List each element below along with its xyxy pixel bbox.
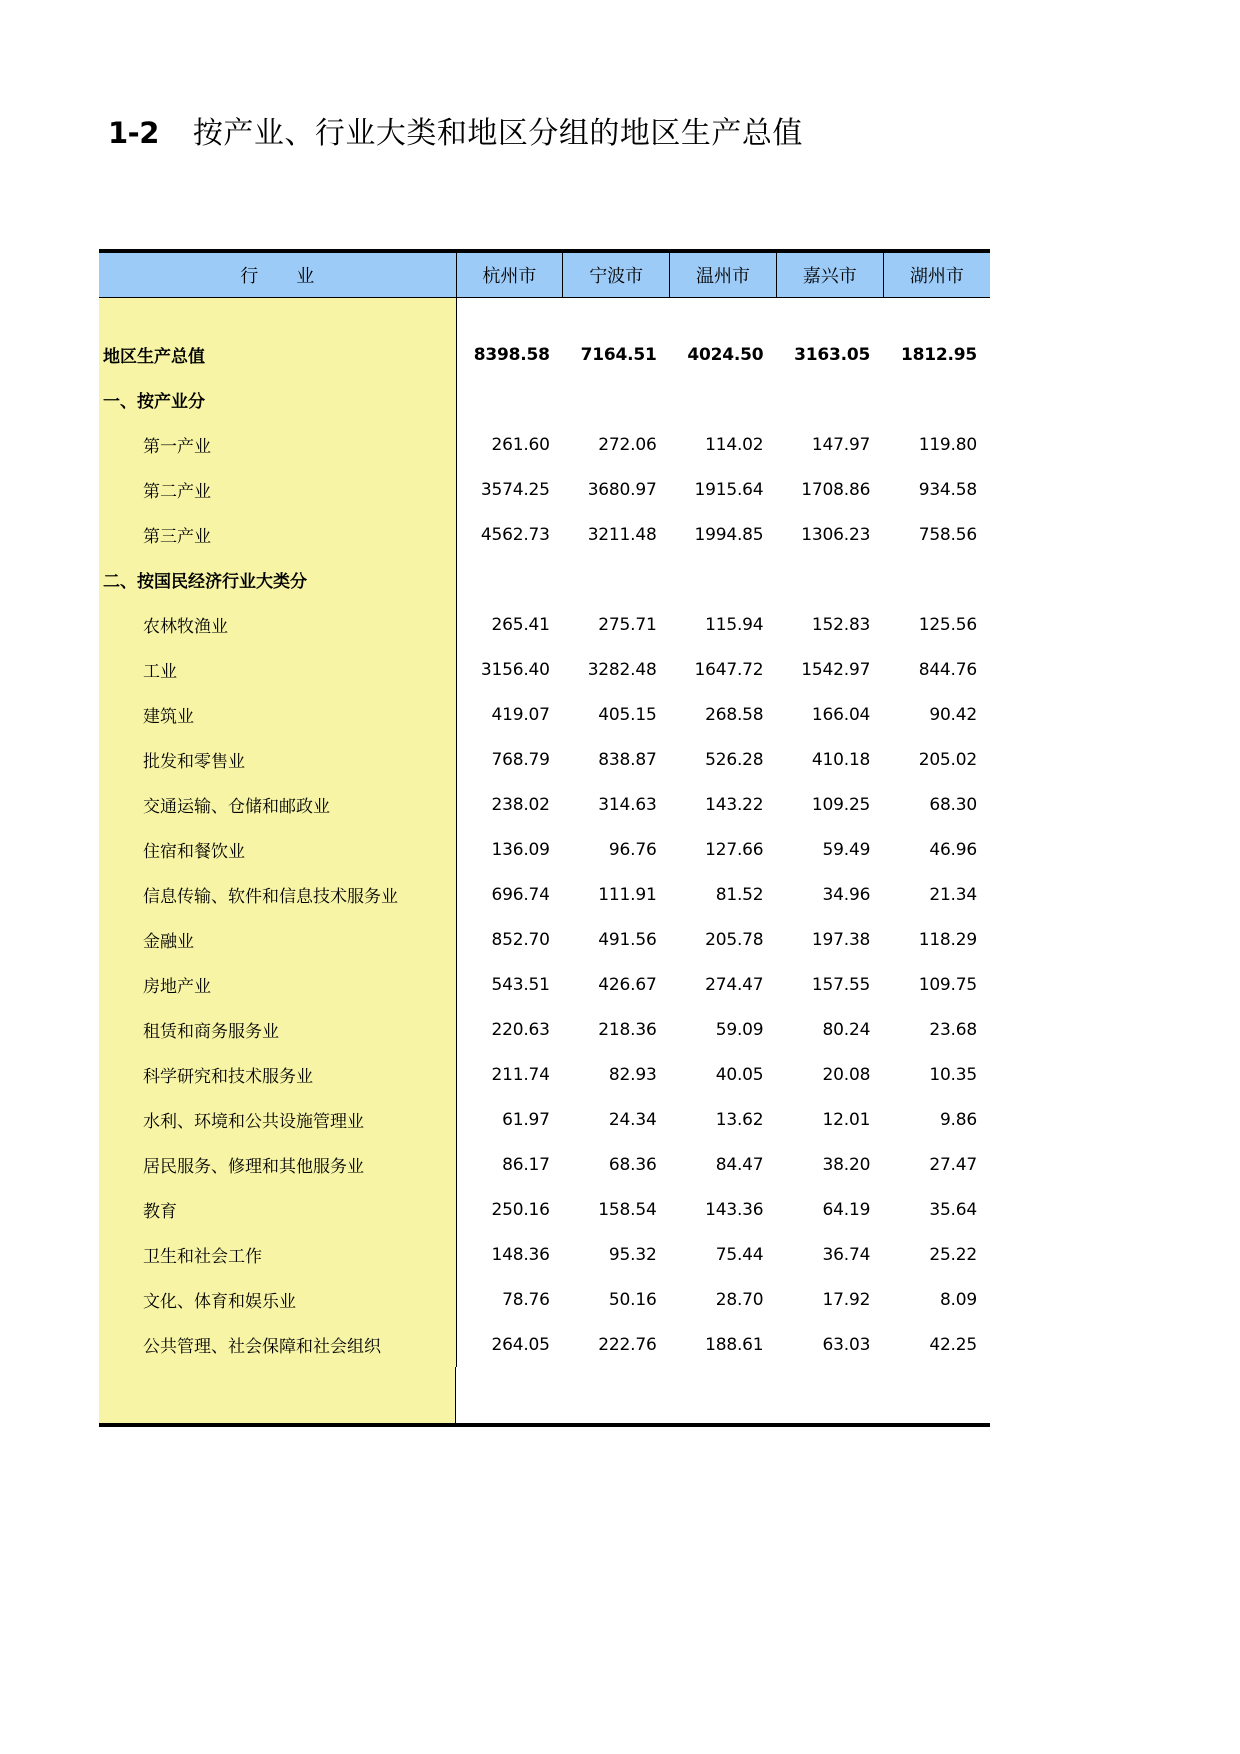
row-value-cell: 34.96 [776, 872, 883, 917]
spacer-data-cell [883, 298, 990, 333]
row-label: 教育 [143, 1202, 177, 1222]
row-value-cell: 46.96 [883, 827, 990, 872]
table-row [99, 1322, 990, 1367]
row-value-cell: 148.36 [456, 1232, 563, 1277]
row-label: 农林牧渔业 [143, 617, 228, 637]
row-label-cell [99, 917, 456, 962]
row-value-cell: 17.92 [776, 1277, 883, 1322]
table-row [99, 422, 990, 467]
row-value-cell: 405.15 [563, 692, 670, 737]
title-text: 按产业、行业大类和地区分组的地区生产总值 [192, 116, 803, 151]
table-row [99, 1097, 990, 1142]
row-label: 第三产业 [143, 527, 211, 547]
row-value-cell: 78.76 [456, 1277, 563, 1322]
row-value-cell [456, 557, 563, 602]
row-label: 交通运输、仓储和邮政业 [143, 797, 330, 817]
row-value-cell [883, 377, 990, 422]
row-label: 文化、体育和娱乐业 [143, 1292, 296, 1312]
row-label: 第一产业 [143, 437, 211, 457]
row-value-cell: 264.05 [456, 1322, 563, 1367]
row-value-cell: 80.24 [776, 1007, 883, 1052]
row-value-cell [670, 557, 777, 602]
table-row [99, 377, 990, 422]
row-value-cell: 109.25 [776, 782, 883, 827]
row-value-cell: 13.62 [670, 1097, 777, 1142]
row-label-cell [99, 1007, 456, 1052]
row-value-cell: 143.22 [670, 782, 777, 827]
row-value-cell: 1915.64 [670, 467, 777, 512]
column-header-jiaxing: 嘉兴市 [776, 251, 883, 298]
table-row [99, 602, 990, 647]
row-label: 批发和零售业 [143, 752, 245, 772]
row-label-cell [99, 1052, 456, 1097]
row-value-cell [776, 377, 883, 422]
table-row [99, 962, 990, 1007]
row-label: 工业 [143, 662, 177, 682]
row-value-cell: 24.34 [563, 1097, 670, 1142]
row-value-cell: 111.91 [563, 872, 670, 917]
table-row [99, 782, 990, 827]
row-value-cell [563, 557, 670, 602]
table-row [99, 1142, 990, 1187]
row-value-cell: 250.16 [456, 1187, 563, 1232]
row-value-cell: 143.36 [670, 1187, 777, 1232]
row-value-cell: 265.41 [456, 602, 563, 647]
row-value-cell: 220.63 [456, 1007, 563, 1052]
row-value-cell: 4562.73 [456, 512, 563, 557]
row-value-cell: 63.03 [776, 1322, 883, 1367]
row-value-cell: 23.68 [883, 1007, 990, 1052]
row-label: 地区生产总值 [103, 347, 205, 367]
row-value-cell: 68.30 [883, 782, 990, 827]
table-row [99, 692, 990, 737]
row-value-cell: 274.47 [670, 962, 777, 1007]
row-label: 房地产业 [143, 977, 211, 997]
row-value-cell: 86.17 [456, 1142, 563, 1187]
row-value-cell: 28.70 [670, 1277, 777, 1322]
row-label: 科学研究和技术服务业 [143, 1067, 313, 1087]
row-label-cell [99, 962, 456, 1007]
row-label: 公共管理、社会保障和社会组织 [143, 1337, 381, 1357]
row-label: 二、按国民经济行业大类分 [103, 572, 307, 592]
row-label-cell [99, 332, 456, 377]
row-value-cell: 82.93 [563, 1052, 670, 1097]
row-label-cell [99, 872, 456, 917]
table-row [99, 512, 990, 557]
row-label: 卫生和社会工作 [143, 1247, 262, 1267]
row-label-cell [99, 512, 456, 557]
row-value-cell: 90.42 [883, 692, 990, 737]
row-label: 一、按产业分 [103, 392, 205, 412]
row-value-cell: 9.86 [883, 1097, 990, 1142]
row-value-cell: 59.49 [776, 827, 883, 872]
row-value-cell: 543.51 [456, 962, 563, 1007]
row-value-cell: 852.70 [456, 917, 563, 962]
row-label-cell [99, 1142, 456, 1187]
row-label: 居民服务、修理和其他服务业 [143, 1157, 364, 1177]
row-value-cell: 158.54 [563, 1187, 670, 1232]
row-label-cell [99, 602, 456, 647]
row-value-cell: 1994.85 [670, 512, 777, 557]
row-value-cell: 4024.50 [670, 332, 777, 377]
table-tail-label-fill [99, 1367, 456, 1423]
row-value-cell: 838.87 [563, 737, 670, 782]
table-row [99, 1187, 990, 1232]
row-value-cell: 119.80 [883, 422, 990, 467]
row-value-cell: 114.02 [670, 422, 777, 467]
row-value-cell: 261.60 [456, 422, 563, 467]
row-value-cell: 96.76 [563, 827, 670, 872]
row-label: 信息传输、软件和信息技术服务业 [143, 887, 398, 907]
row-value-cell: 205.78 [670, 917, 777, 962]
row-value-cell [883, 557, 990, 602]
table-row [99, 917, 990, 962]
table-row [99, 827, 990, 872]
row-value-cell: 8.09 [883, 1277, 990, 1322]
row-label-cell [99, 1322, 456, 1367]
row-value-cell: 50.16 [563, 1277, 670, 1322]
page-title [108, 108, 1108, 152]
row-value-cell: 934.58 [883, 467, 990, 512]
row-value-cell [563, 377, 670, 422]
row-value-cell: 696.74 [456, 872, 563, 917]
row-value-cell: 35.64 [883, 1187, 990, 1232]
table-header [99, 251, 990, 298]
row-value-cell: 84.47 [670, 1142, 777, 1187]
row-value-cell: 125.56 [883, 602, 990, 647]
row-value-cell: 8398.58 [456, 332, 563, 377]
row-value-cell: 38.20 [776, 1142, 883, 1187]
row-value-cell: 95.32 [563, 1232, 670, 1277]
spacer-data-cell [456, 298, 563, 333]
row-value-cell: 1542.97 [776, 647, 883, 692]
row-value-cell: 68.36 [563, 1142, 670, 1187]
row-value-cell [670, 377, 777, 422]
row-label: 金融业 [143, 932, 194, 952]
table-row [99, 647, 990, 692]
row-value-cell: 59.09 [670, 1007, 777, 1052]
spacer-data-cell [563, 298, 670, 333]
row-value-cell: 275.71 [563, 602, 670, 647]
row-value-cell: 10.35 [883, 1052, 990, 1097]
row-value-cell: 314.63 [563, 782, 670, 827]
row-value-cell: 20.08 [776, 1052, 883, 1097]
row-label: 建筑业 [143, 707, 194, 727]
row-label-cell [99, 1097, 456, 1142]
row-value-cell: 491.56 [563, 917, 670, 962]
row-value-cell: 410.18 [776, 737, 883, 782]
row-label-cell [99, 422, 456, 467]
row-value-cell [456, 377, 563, 422]
row-label-cell [99, 782, 456, 827]
row-value-cell: 238.02 [456, 782, 563, 827]
row-value-cell: 64.19 [776, 1187, 883, 1232]
gdp-table [99, 249, 990, 1367]
spacer-data-cell [776, 298, 883, 333]
row-value-cell [776, 557, 883, 602]
row-value-cell: 526.28 [670, 737, 777, 782]
row-value-cell: 426.67 [563, 962, 670, 1007]
row-value-cell: 127.66 [670, 827, 777, 872]
column-header-industry-label: 行 业 [240, 266, 325, 287]
gdp-table-container [99, 249, 990, 1427]
table-row [99, 557, 990, 602]
row-value-cell: 272.06 [563, 422, 670, 467]
row-value-cell: 1708.86 [776, 467, 883, 512]
row-value-cell: 1306.23 [776, 512, 883, 557]
row-value-cell: 3163.05 [776, 332, 883, 377]
table-body [99, 298, 990, 1368]
table-row [99, 1232, 990, 1277]
row-value-cell: 7164.51 [563, 332, 670, 377]
row-value-cell: 844.76 [883, 647, 990, 692]
row-value-cell: 157.55 [776, 962, 883, 1007]
table-row [99, 872, 990, 917]
row-value-cell: 21.34 [883, 872, 990, 917]
row-value-cell: 218.36 [563, 1007, 670, 1052]
column-header-huzhou: 湖州市 [883, 251, 990, 298]
row-value-cell: 27.47 [883, 1142, 990, 1187]
row-value-cell: 758.56 [883, 512, 990, 557]
row-value-cell: 205.02 [883, 737, 990, 782]
row-value-cell: 1812.95 [883, 332, 990, 377]
table-row [99, 1052, 990, 1097]
table-row [99, 1277, 990, 1322]
row-label: 租赁和商务服务业 [143, 1022, 279, 1042]
row-value-cell: 81.52 [670, 872, 777, 917]
row-value-cell: 197.38 [776, 917, 883, 962]
row-label: 水利、环境和公共设施管理业 [143, 1112, 364, 1132]
column-header-ningbo: 宁波市 [563, 251, 670, 298]
row-value-cell: 147.97 [776, 422, 883, 467]
row-label-cell [99, 377, 456, 422]
row-value-cell: 42.25 [883, 1322, 990, 1367]
row-value-cell: 1647.72 [670, 647, 777, 692]
row-value-cell: 268.58 [670, 692, 777, 737]
row-label-cell [99, 737, 456, 782]
row-value-cell: 36.74 [776, 1232, 883, 1277]
row-value-cell: 188.61 [670, 1322, 777, 1367]
row-value-cell: 40.05 [670, 1052, 777, 1097]
row-value-cell: 211.74 [456, 1052, 563, 1097]
table-bottom-rule [99, 1423, 990, 1427]
table-row [99, 737, 990, 782]
table-row [99, 467, 990, 512]
table-row [99, 1007, 990, 1052]
spacer-label-cell [99, 298, 456, 333]
row-label-cell [99, 692, 456, 737]
row-value-cell: 115.94 [670, 602, 777, 647]
row-value-cell: 12.01 [776, 1097, 883, 1142]
column-header-industry [99, 251, 456, 298]
row-value-cell: 419.07 [456, 692, 563, 737]
row-value-cell: 3680.97 [563, 467, 670, 512]
title-number: 1-2 [108, 116, 159, 150]
table-header-row [99, 251, 990, 298]
row-label: 住宿和餐饮业 [143, 842, 245, 862]
row-value-cell: 768.79 [456, 737, 563, 782]
row-value-cell: 166.04 [776, 692, 883, 737]
row-value-cell: 3211.48 [563, 512, 670, 557]
row-value-cell: 222.76 [563, 1322, 670, 1367]
row-value-cell: 118.29 [883, 917, 990, 962]
row-value-cell: 3574.25 [456, 467, 563, 512]
row-label-cell [99, 827, 456, 872]
row-label: 第二产业 [143, 482, 211, 502]
row-value-cell: 152.83 [776, 602, 883, 647]
table-row [99, 332, 990, 377]
column-header-wenzhou: 温州市 [670, 251, 777, 298]
row-label-cell [99, 647, 456, 692]
row-value-cell: 109.75 [883, 962, 990, 1007]
row-value-cell: 61.97 [456, 1097, 563, 1142]
table-tail-filler [99, 1367, 990, 1423]
row-label-cell [99, 557, 456, 602]
row-label-cell [99, 1277, 456, 1322]
row-value-cell: 3282.48 [563, 647, 670, 692]
row-value-cell: 25.22 [883, 1232, 990, 1277]
row-label-cell [99, 1232, 456, 1277]
row-label-cell [99, 467, 456, 512]
row-value-cell: 75.44 [670, 1232, 777, 1277]
row-value-cell: 136.09 [456, 827, 563, 872]
row-value-cell: 3156.40 [456, 647, 563, 692]
column-header-hangzhou: 杭州市 [456, 251, 563, 298]
table-spacer-row [99, 298, 990, 333]
row-label-cell [99, 1187, 456, 1232]
spacer-data-cell [670, 298, 777, 333]
